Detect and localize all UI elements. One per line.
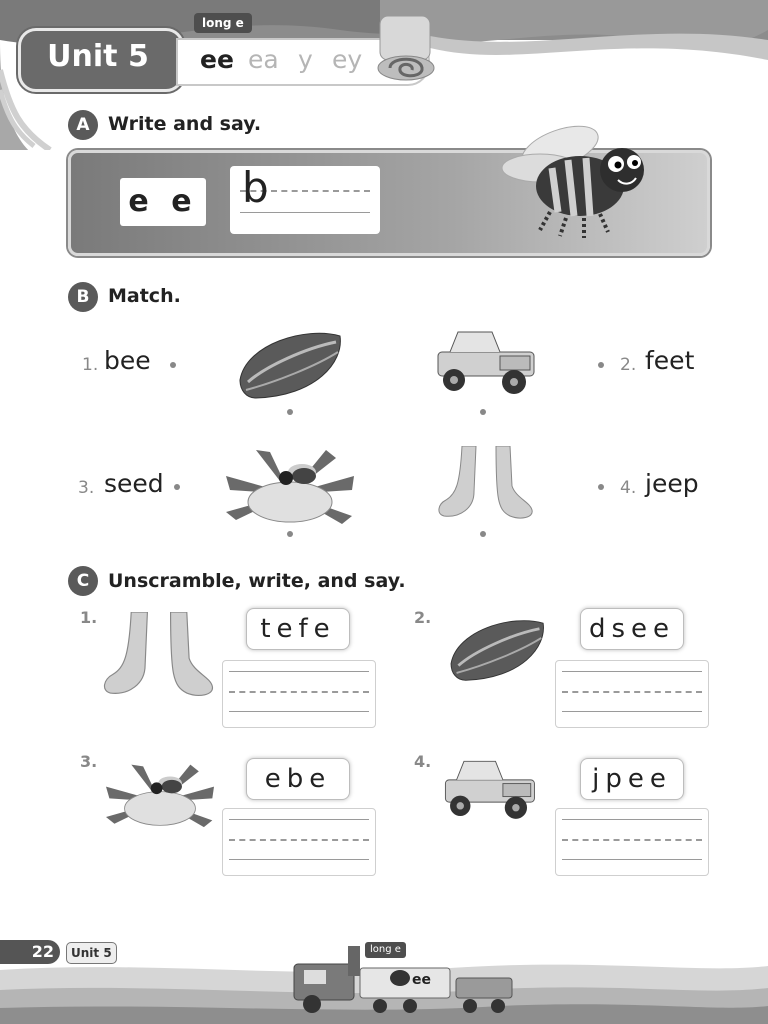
answer-lines[interactable] (222, 660, 376, 728)
jeep-icon (430, 326, 540, 402)
match-dot[interactable] (598, 484, 604, 490)
match-num-2: 2. (620, 355, 637, 375)
bee-icon (500, 108, 660, 258)
match-word-feet: feet (645, 346, 695, 375)
match-dot[interactable] (598, 362, 604, 368)
section-a-marker: A (68, 110, 98, 140)
seed-icon (446, 614, 550, 684)
unscramble-num-4: 4. (414, 752, 432, 771)
match-dot[interactable] (170, 362, 176, 368)
bee-on-flower-icon (226, 446, 354, 526)
unscramble-num-2: 2. (414, 608, 432, 627)
seed-icon (236, 326, 346, 402)
section-b-title: Match. (108, 285, 181, 307)
footer-sound: ee (412, 972, 431, 988)
phonics-y: y (298, 45, 313, 74)
match-dot[interactable] (174, 484, 180, 490)
match-word-seed: seed (104, 469, 164, 498)
page-number: 22 (0, 940, 60, 964)
scroll-icon (374, 12, 438, 82)
match-dot[interactable] (287, 531, 293, 537)
match-num-4: 4. (620, 478, 637, 498)
phonics-ea: ea (248, 45, 279, 74)
long-e-tag: long e (194, 13, 252, 33)
phonics-ey: ey (332, 45, 363, 74)
match-dot[interactable] (480, 531, 486, 537)
unscramble-num-3: 3. (80, 752, 98, 771)
ee-pattern-box: e e (120, 178, 206, 226)
unit-title: Unit 5 (47, 39, 149, 74)
match-num-1: 1. (82, 355, 99, 375)
scrambled-word: jpee (580, 758, 684, 800)
section-c-title: Unscramble, write, and say. (108, 570, 406, 592)
answer-lines[interactable] (222, 808, 376, 876)
match-num-3: 3. (78, 478, 95, 498)
feet-icon (436, 446, 536, 522)
match-word-bee: bee (104, 346, 151, 375)
scrambled-word: dsee (580, 608, 684, 650)
footer-unit-label: Unit 5 (66, 942, 117, 964)
section-b-marker: B (68, 282, 98, 312)
bee-on-flower-icon (106, 760, 214, 830)
scrambled-word: tefe (246, 608, 350, 650)
scrambled-word: ebe (246, 758, 350, 800)
unscramble-num-1: 1. (80, 608, 98, 627)
answer-lines[interactable] (555, 808, 709, 876)
match-dot[interactable] (480, 409, 486, 415)
answer-lines[interactable] (555, 660, 709, 728)
feet-icon (100, 612, 218, 700)
jeep-icon (438, 754, 540, 828)
section-c-marker: C (68, 566, 98, 596)
section-a-title: Write and say. (108, 113, 262, 135)
match-dot[interactable] (287, 409, 293, 415)
phonics-main: ee (200, 45, 234, 74)
match-word-jeep: jeep (645, 469, 699, 498)
footer-long-e-tag: long e (365, 942, 406, 958)
trace-letter: b (242, 163, 269, 212)
